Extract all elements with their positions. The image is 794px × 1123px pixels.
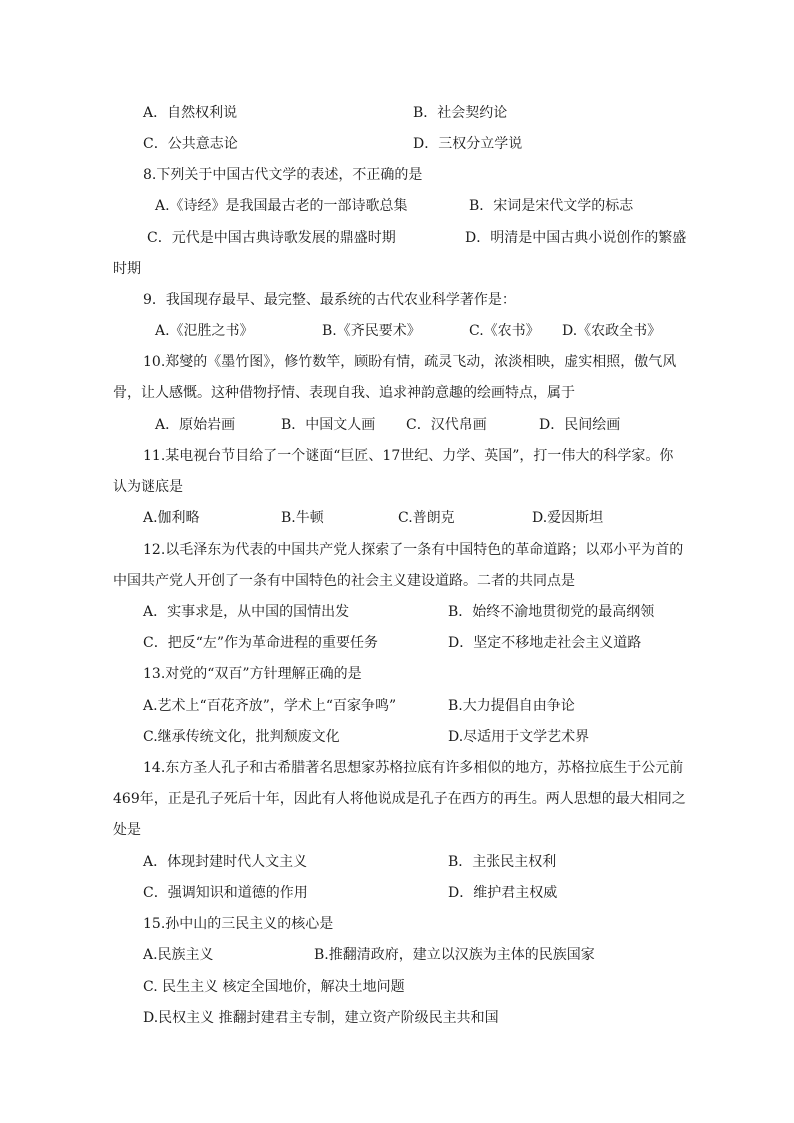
q14-option-c: C．强调知识和道德的作用 bbox=[143, 885, 308, 901]
q15-option-b: B.推翻清政府，建立以汉族为主体的民族国家 bbox=[314, 947, 595, 963]
q15-option-c: C. 民生主义 核定全国地价，解决土地问题 bbox=[143, 979, 405, 995]
q8-option-b: B．宋词是宋代文学的标志 bbox=[469, 198, 634, 214]
q12-option-d: D．坚定不移地走社会主义道路 bbox=[448, 635, 642, 651]
q10-option-b: B．中国文人画 bbox=[281, 417, 376, 433]
q14-stem-line-3: 处是 bbox=[113, 822, 141, 838]
q13-option-b: B.大力提倡自由争论 bbox=[448, 698, 575, 714]
q10-option-c: C．汉代帛画 bbox=[406, 417, 487, 433]
q13-stem: 13.对党的“双百”方针理解正确的是 bbox=[143, 666, 362, 682]
q12-stem-line-1: 12.以毛泽东为代表的中国共产党人探索了一条有中国特色的革命道路；以邓小平为首的 bbox=[143, 542, 684, 558]
q8-option-a: A.《诗经》是我国最古老的一部诗歌总集 bbox=[155, 198, 408, 214]
q15-option-d: D.民权主义 推翻封建君主专制，建立资产阶级民主共和国 bbox=[143, 1010, 499, 1026]
q12-option-b: B．始终不渝地贯彻党的最高纲领 bbox=[448, 604, 655, 620]
q11-option-c: C.普朗克 bbox=[398, 510, 455, 526]
q8-option-d: D．明清是中国古典小说创作的繁盛 bbox=[465, 230, 687, 246]
q11-stem-line-1: 11.某电视台节目给了一个谜面“巨匠、17世纪、力学、英国”，打一伟大的科学家。你 bbox=[143, 448, 674, 464]
q7-option-b: B．社会契约论 bbox=[413, 105, 508, 121]
q11-option-a: A.伽利略 bbox=[143, 510, 200, 526]
q14-stem-line-2: 469年，正是孔子死后十年，因此有人将他说成是孔子在西方的再生。两人思想的最大相同之 bbox=[113, 791, 686, 807]
q9-option-b: B.《齐民要术》 bbox=[322, 323, 421, 339]
q9-option-a: A.《氾胜之书》 bbox=[155, 323, 254, 339]
q10-stem-line-1: 10.郑燮的《墨竹图》，修竹数竿，顾盼有情，疏灵飞动，浓淡相映，虚实相照，傲气风 bbox=[143, 354, 677, 370]
q10-option-a: A．原始岩画 bbox=[155, 417, 236, 433]
q14-option-b: B．主张民主权利 bbox=[448, 854, 557, 870]
q15-option-a: A.民族主义 bbox=[143, 947, 214, 963]
q11-option-d: D.爱因斯坦 bbox=[532, 510, 604, 526]
q8-stem: 8.下列关于中国古代文学的表述，不正确的是 bbox=[143, 167, 423, 183]
q9-option-d: D.《农政全书》 bbox=[562, 323, 662, 339]
q7-option-d: D．三权分立学说 bbox=[413, 136, 523, 152]
q13-option-a: A.艺术上“百花齐放”，学术上“百家争鸣” bbox=[143, 698, 397, 714]
q7-option-a: A．自然权利说 bbox=[143, 105, 238, 121]
q10-stem-line-2: 骨，让人感慨。这种借物抒情、表现自我、追求神韵意趣的绘画特点，属于 bbox=[113, 385, 575, 401]
q15-stem: 15.孙中山的三民主义的核心是 bbox=[143, 916, 334, 932]
q8-option-c: C．元代是中国古典诗歌发展的鼎盛时期 bbox=[147, 230, 396, 246]
q14-option-a: A．体现封建时代人文主义 bbox=[143, 854, 308, 870]
q14-stem-line-1: 14.东方圣人孔子和古希腊著名思想家苏格拉底有许多相似的地方，苏格拉底生于公元前 bbox=[143, 760, 684, 776]
q13-option-c: C.继承传统文化，批判颓废文化 bbox=[143, 729, 340, 745]
q12-option-c: C．把反“左”作为革命进程的重要任务 bbox=[143, 635, 379, 651]
q14-option-d: D．维护君主权威 bbox=[448, 885, 558, 901]
q10-option-d: D．民间绘画 bbox=[539, 417, 621, 433]
q12-stem-line-2: 中国共产党人开创了一条有中国特色的社会主义建设道路。二者的共同点是 bbox=[113, 573, 575, 589]
q11-stem-line-2: 认为谜底是 bbox=[113, 479, 183, 495]
q7-option-c: C．公共意志论 bbox=[143, 136, 238, 152]
q8-option-d-wrap: 时期 bbox=[113, 261, 141, 277]
q12-option-a: A．实事求是，从中国的国情出发 bbox=[143, 604, 350, 620]
q13-option-d: D.尽适用于文学艺术界 bbox=[448, 729, 590, 745]
q9-stem: 9．我国现存最早、最完整、最系统的古代农业科学著作是： bbox=[143, 292, 516, 308]
q11-option-b: B.牛顿 bbox=[281, 510, 324, 526]
q9-option-c: C.《农书》 bbox=[469, 323, 540, 339]
